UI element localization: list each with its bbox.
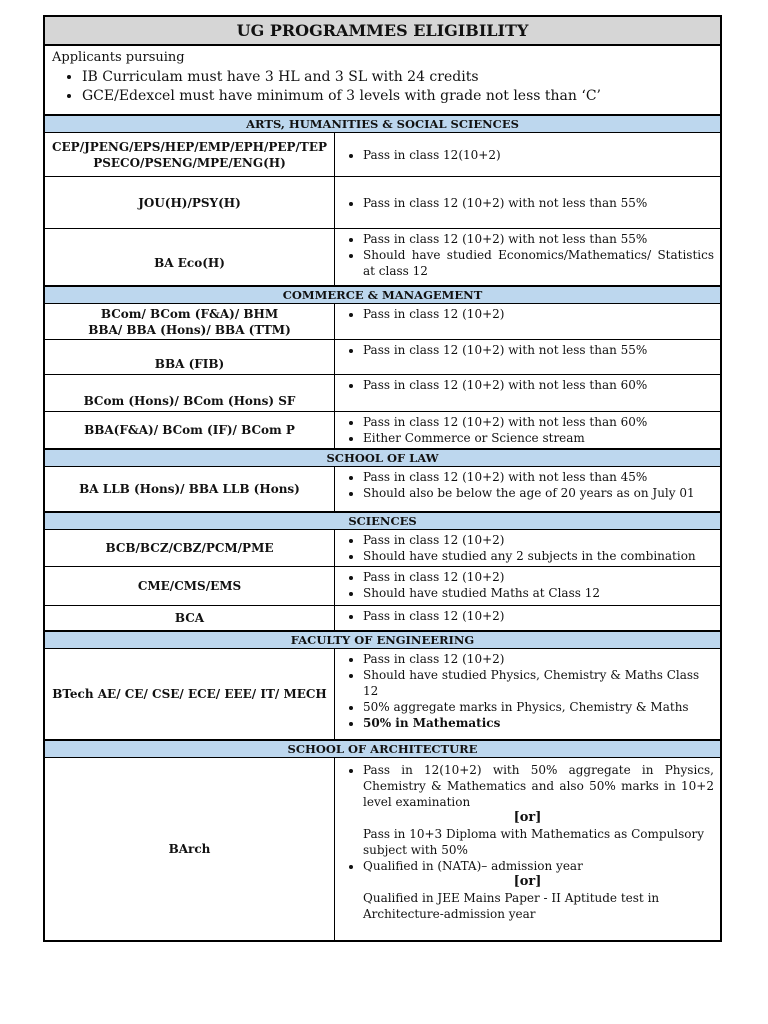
criteria-cell <box>335 229 720 285</box>
table-row <box>45 567 720 606</box>
criterion: • Pass in class 12 (10+2) <box>363 608 714 624</box>
table-row <box>45 340 720 375</box>
criteria-cell <box>335 133 720 176</box>
criterion: • Pass in class 12 (10+2) <box>363 306 714 322</box>
table-row <box>45 177 720 229</box>
criterion: • Pass in 12(10+2) with 50% aggregate in Physics, Chemistry & Mathematics and also 50% marks in 10+2 level examination <box>363 762 714 810</box>
criterion: • Should have studied Maths at Class 12 <box>363 585 714 601</box>
table-row <box>45 758 720 940</box>
or-separator: [or] <box>513 874 542 889</box>
criterion: • Pass in class 12 (10+2) with not less than 45% <box>363 469 714 485</box>
intro-bullet-gce: • GCE/Edexcel must have minimum of 3 levels with grade not less than ‘C’ <box>82 88 720 104</box>
criterion: • Either Commerce or Science stream <box>363 430 714 446</box>
criterion: • 50% aggregate marks in Physics, Chemistry & Maths <box>363 699 714 715</box>
criterion: • Pass in class 12 (10+2) with not less than 55% <box>363 342 714 358</box>
criterion: • Qualified in (NATA)– admission year <box>363 858 714 874</box>
criteria-cell <box>335 375 720 411</box>
criterion: • Pass in class 12(10+2) <box>363 147 501 163</box>
criteria-cell <box>335 567 720 605</box>
criteria-cell <box>335 412 720 448</box>
section-law: SCHOOL OF LAW <box>45 449 720 467</box>
program-name: JOU(H)/PSY(H) <box>45 177 335 228</box>
table-row <box>45 649 720 740</box>
criterion: • Pass in class 12 (10+2) with not less than 60% <box>363 414 714 430</box>
criterion: • Should have studied any 2 subjects in the combination <box>363 548 714 564</box>
criterion: • Pass in class 12 (10+2) with not less than 55% <box>363 231 714 247</box>
program-name: BA LLB (Hons)/ BBA LLB (Hons) <box>45 467 335 511</box>
criterion: • Should have studied Economics/Mathematics/ Statistics at class 12 <box>363 247 714 279</box>
program-name: BBA (FIB) <box>45 340 335 374</box>
criteria-cell <box>335 649 720 739</box>
page-title: UG PROGRAMMES ELIGIBILITY <box>45 17 720 46</box>
criteria-cell <box>335 304 720 339</box>
program-name: CME/CMS/EMS <box>45 567 335 605</box>
intro-list <box>52 69 720 104</box>
table-row <box>45 229 720 286</box>
criteria-cell <box>335 606 720 630</box>
program-name: BCB/BCZ/CBZ/PCM/PME <box>45 530 335 566</box>
section-sciences: SCIENCES <box>45 512 720 530</box>
program-name: BCA <box>45 606 335 630</box>
program-name: BCom/ BCom (F&A)/ BHM BBA/ BBA (Hons)/ BBA (TTM) <box>45 304 335 339</box>
eligibility-table <box>43 15 722 942</box>
program-name: BA Eco(H) <box>45 229 335 285</box>
table-row <box>45 375 720 412</box>
program-name: CEP/JPENG/EPS/HEP/EMP/EPH/PEP/TEP PSECO/PSENG/MPE/ENG(H) <box>45 133 335 176</box>
program-name: BCom (Hons)/ BCom (Hons) SF <box>45 375 335 411</box>
table-row <box>45 467 720 512</box>
criterion: • Pass in class 12 (10+2) <box>363 532 714 548</box>
criterion: Qualified in JEE Mains Paper - II Aptitude test in Architecture-admission year <box>363 891 660 921</box>
criterion: • 50% in Mathematics <box>363 715 714 731</box>
criterion: • Pass in class 12 (10+2) with not less than 60% <box>363 377 714 393</box>
table-row <box>45 606 720 631</box>
criteria-cell <box>335 530 720 566</box>
criterion: • Should have studied Physics, Chemistry & Maths Class 12 <box>363 667 714 699</box>
criterion: • Pass in class 12 (10+2) with not less than 55% <box>363 195 647 211</box>
intro-bullet-ib: • IB Curriculam must have 3 HL and 3 SL with 24 credits <box>82 69 720 85</box>
criteria-cell <box>335 467 720 511</box>
table-row <box>45 304 720 340</box>
program-name: BBA(F&A)/ BCom (IF)/ BCom P <box>45 412 335 448</box>
table-row <box>45 133 720 177</box>
section-engineering: FACULTY OF ENGINEERING <box>45 631 720 649</box>
criteria-cell <box>335 758 720 940</box>
table-row <box>45 530 720 567</box>
section-architecture: SCHOOL OF ARCHITECTURE <box>45 740 720 758</box>
criteria-cell <box>335 340 720 374</box>
criterion: • Should also be below the age of 20 years as on July 01 <box>363 485 714 501</box>
table-row <box>45 412 720 449</box>
intro-block <box>45 46 720 115</box>
criterion: Pass in 10+3 Diploma with Mathematics as Compulsory subject with 50% <box>363 827 705 857</box>
criterion: • Pass in class 12 (10+2) <box>363 569 714 585</box>
criterion: • Pass in class 12 (10+2) <box>363 651 714 667</box>
program-name: BTech AE/ CE/ CSE/ ECE/ EEE/ IT/ MECH <box>45 649 335 739</box>
or-separator: [or] <box>513 810 542 825</box>
program-name: BArch <box>45 758 335 940</box>
section-arts: ARTS, HUMANITIES & SOCIAL SCIENCES <box>45 115 720 133</box>
section-commerce: COMMERCE & MANAGEMENT <box>45 286 720 304</box>
intro-lead: Applicants pursuing <box>52 50 185 65</box>
criteria-cell <box>335 177 720 228</box>
